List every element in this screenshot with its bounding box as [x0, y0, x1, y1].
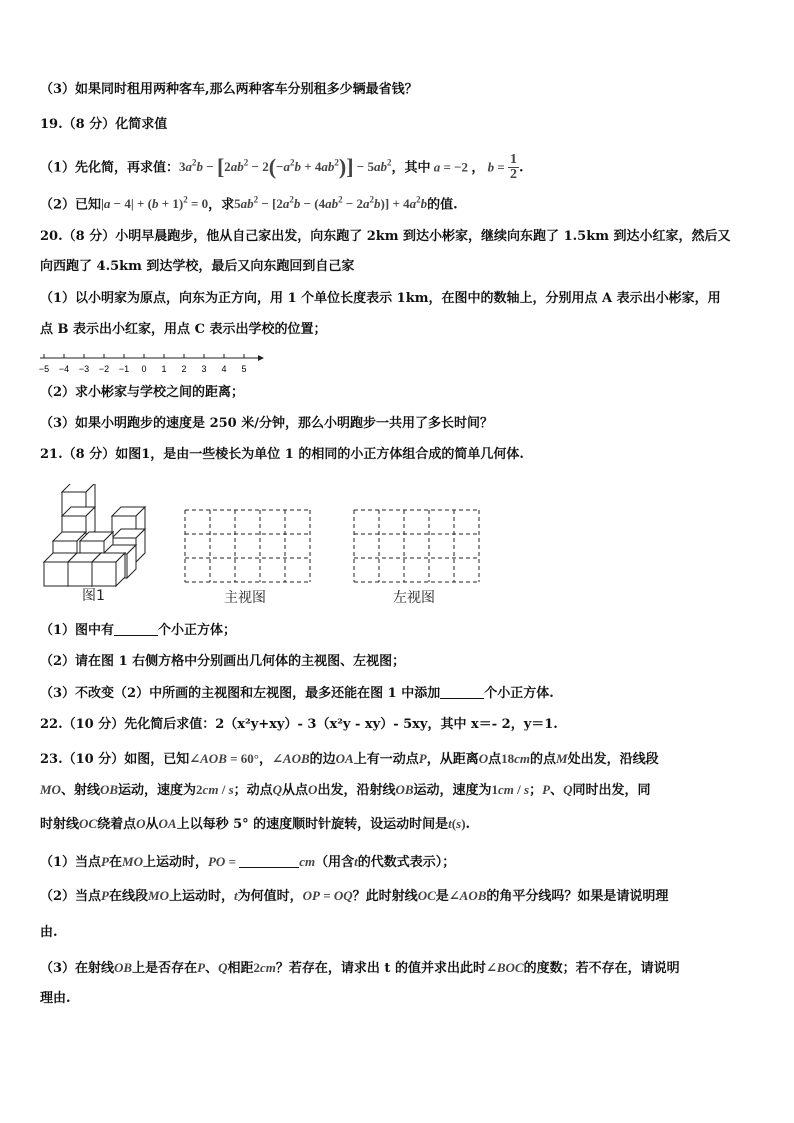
- tick-label: 2: [181, 364, 187, 374]
- q20-line1: 20.（8 分）小明早晨跑步，他从自己家出发，向东跑了 2km 到达小彬家，继续向东跑了 1.5km 到达小红家，然后又: [40, 229, 731, 244]
- tick-label: 4: [221, 364, 227, 374]
- q23-part2-line2: 由.: [40, 925, 58, 940]
- q21-part1: （1）图中有 个小正方体；: [40, 623, 237, 638]
- q23-part3: （3）在射线OB上是否存在P、Q相距2cm？若存在，请求出 t 的值并求出此时∠BOC的度数；若不存在，请说明: [40, 960, 680, 976]
- q20-part3: （3）如果小明跑步的速度是 250 米/分钟，那么小明跑步一共用了多长时间？: [40, 416, 493, 431]
- q20-part1-line1: （1）以小明家为原点，向东为正方向，用 1 个单位长度表示 1km，在图中的数轴上，分别用点 A 表示出小彬家，用: [40, 291, 721, 306]
- cube: [92, 553, 125, 586]
- q23-part2: （2）当点P在线段MO上运动时，t为何值时，OP = OQ？此时射线OC是∠AOB的角平分线吗？如果是请说明理: [40, 888, 669, 904]
- answer-blank[interactable]: [239, 853, 299, 868]
- tick-label: −4: [58, 364, 70, 374]
- q21-heading: 21.（8 分）如图1，是由一些棱长为单位 1 的相同的小正方体组合成的简单几何体.: [40, 447, 524, 462]
- q21-part3: （3）不改变（2）中所画的主视图和左视图，最多还能在图 1 中添加 个小正方体.: [40, 686, 554, 701]
- tick-label: −1: [118, 364, 130, 374]
- tick-label: 3: [201, 364, 207, 374]
- front-view-caption: 主视图: [224, 590, 266, 606]
- q20-part2: （2）求小彬家与学校之间的距离；: [40, 385, 245, 400]
- tick-label: 1: [161, 364, 167, 374]
- number-line: [36, 350, 266, 376]
- q23-part3-line2: 理由.: [40, 991, 71, 1006]
- figure1-caption: 图1: [82, 588, 105, 604]
- q20-line2: 向西跑了 4.5km 到达学校，最后又向东跑回到自己家: [40, 259, 355, 274]
- q19-part2: （2）已知$|a - 4| + (b + 1)^2 = 0$，求$5ab^2 - [2a^2b - (4ab^2 - 2a^2b)] + 4a^2b$的值.: [40, 195, 458, 213]
- q21-part2: （2）请在图 1 右侧方格中分别画出几何体的主视图、左视图；: [40, 654, 406, 669]
- q23-part1: （1）当点P在MO上运动时，PO = cm（用含t的代数式表示）；: [40, 854, 456, 870]
- q22: 22.（10 分）先化简后求值：2（x²y+xy）- 3（x²y - xy）- 5xy，其中 x＝- 2，y＝1.: [40, 717, 558, 732]
- left-view-grid[interactable]: [353, 509, 483, 583]
- tick-label: −5: [38, 364, 50, 374]
- left-view-caption: 左视图: [393, 590, 435, 606]
- tick-label: −3: [78, 364, 90, 374]
- q18-part3: （3）如果同时租用两种客车,那么两种客车分别租多少辆最省钱？: [40, 82, 418, 97]
- tick-label: 5: [241, 364, 247, 374]
- q20-part1-line2: 点 B 表示出小红家，用点 C 表示出学校的位置；: [40, 322, 327, 337]
- front-view-grid[interactable]: [184, 509, 314, 583]
- q19-heading: 19.（8 分）化简求值: [40, 117, 168, 132]
- cube-figure: [40, 484, 180, 590]
- arrow-right-icon: [258, 355, 264, 361]
- q19-part1: （1）先化简，再求值：$3a^2b - [2ab^2 - 2(-a^2b + 4ab^2)] - 5ab^2$，其中 a = −2 ， b = $\frac{1}{2}$ .: [40, 152, 524, 183]
- answer-blank[interactable]: [440, 684, 484, 699]
- tick-label: −2: [98, 364, 110, 374]
- q23-line3: 时射线OC绕着点O从OA上以每秒 5° 的速度顺时针旋转，设运动时间是t(s).: [40, 816, 471, 832]
- answer-blank[interactable]: [114, 621, 158, 636]
- q23-line1: 23.（10 分）如图，已知∠AOB = 60°，∠AOB的边OA上有一动点P，从距离O点18cm的点M处出发，沿线段: [40, 751, 659, 767]
- tick-label: 0: [141, 364, 147, 374]
- q23-line2: MO、射线OB运动，速度为2cm / s；动点Q从点O出发，沿射线OB运动，速度为1cm / s；P、Q同时出发，同: [40, 782, 651, 798]
